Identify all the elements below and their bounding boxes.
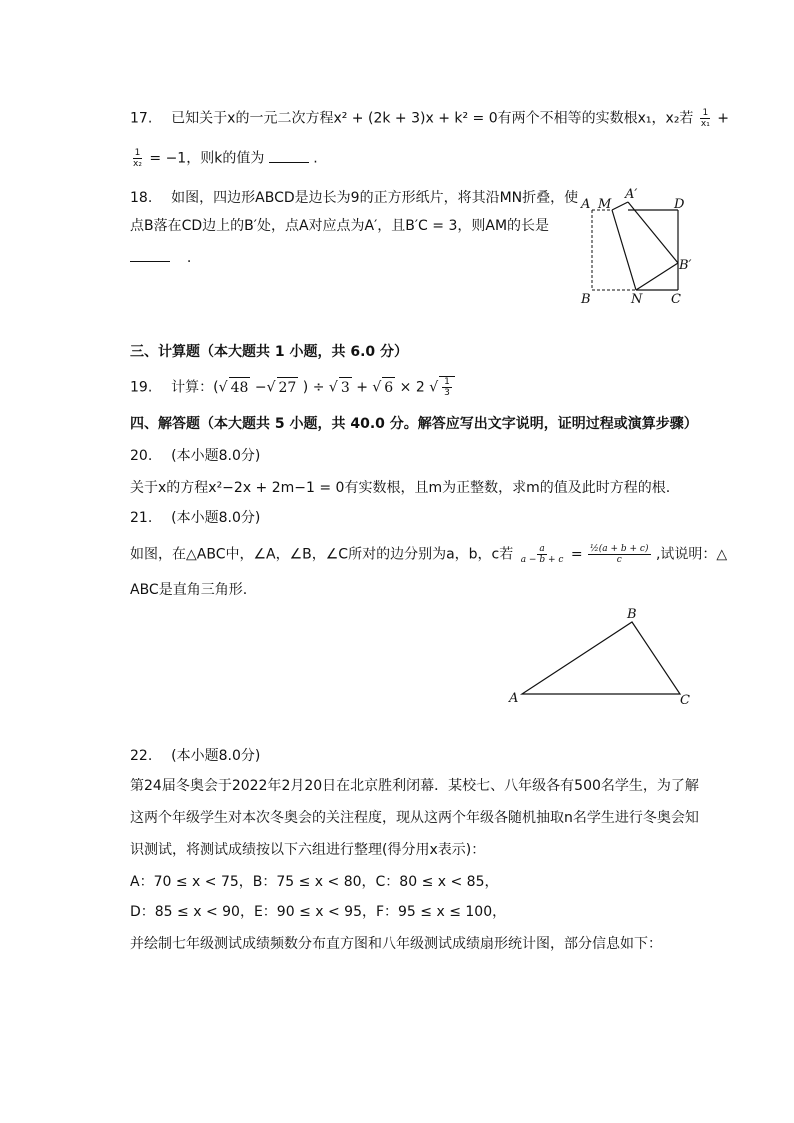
q19-root-27: 27 (277, 377, 299, 398)
q18-label-a: A (581, 197, 591, 212)
q22-score: (本小题8.0分) (171, 748, 261, 764)
q20-text: 关于x的方程x²−2x + 2m−1 = 0有实数根，且m为正整数，求m的值及此时方程的根. (130, 480, 671, 496)
q22-groups-line-1: A：70 ≤ x < 75，B：75 ≤ x < 80，C：80 ≤ x < 85， (130, 874, 499, 890)
q18-label-c: C (671, 292, 681, 307)
q19-root-48: 48 (229, 377, 251, 398)
q21-label-c: C (680, 693, 690, 708)
q18-text-1: 如图，四边形ABCD是边长为9的正方形纸片，将其沿MN折叠，使 (171, 190, 579, 206)
q17-fraction-2: $\frac{1}{\text{x₂}}$ (133, 148, 142, 169)
q21-triangle-abc (522, 622, 680, 694)
q22-text-3: 识测试，将测试成绩按以下六组进行整理(得分用x表示)： (130, 842, 486, 858)
q17-number: 17. (130, 110, 153, 127)
q17-line-2 (130, 148, 318, 169)
q21-fraction-right: $\frac{\text{½(a + b + c)}}{c}$ (590, 544, 649, 565)
q18-square-fold-figure (570, 180, 700, 310)
section4-heading: 四、解答题（本大题共 5 小题，共 40.0 分。解答应写出文字说明，证明过程或演算步骤） (130, 416, 698, 432)
q20-number: 20. (130, 448, 153, 464)
q21-score: (本小题8.0分) (171, 510, 261, 526)
q19-minus: − (254, 379, 267, 396)
q21-header (130, 508, 260, 528)
q17-text-1: 已知关于x的一元二次方程x² + (2k + 3)x + k² = 0有两个不相等的实数根x₁，x₂若 (171, 110, 694, 127)
q18-label-m: M (598, 197, 612, 212)
q18-text-2: 点B落在CD边上的B′处，点A对应点为A′，且B′C = 3，则AM的长是 (130, 218, 550, 234)
section3-heading: 三、计算题（本大题共 1 小题，共 6.0 分） (130, 344, 409, 360)
q18-label-a-prime: A′ (625, 187, 638, 202)
q21-text-1b: ,试说明：△ (655, 546, 728, 563)
q21-line-1 (130, 544, 727, 565)
q21-number: 21. (130, 510, 153, 526)
q18-line-2 (130, 216, 549, 236)
q22-number: 22. (130, 748, 153, 764)
q18-label-d: D (674, 197, 685, 212)
q17-line-1 (130, 108, 729, 129)
q22-groups-line-2: D：85 ≤ x < 90，E：90 ≤ x < 95，F：95 ≤ x ≤ 100， (130, 904, 507, 920)
q17-text-2: = −1，则k的值为 (149, 150, 265, 167)
q21-fraction-left: $\frac{a}{a - b + c}$ (520, 544, 564, 565)
q19-divide: ) ÷ (302, 379, 325, 396)
q21-label-a: A (509, 691, 519, 706)
q19-root-fraction: $\frac{1}{3}$ (439, 376, 455, 398)
q21-triangle-figure (500, 600, 700, 710)
q22-text-4: 并绘制七年级测试成绩频数分布直方图和八年级测试成绩扇形统计图，部分信息如下： (130, 936, 662, 952)
q22-text-1: 第24届冬奥会于2022年2月20日在北京胜利闭幕．某校七、八年级各有500名学生，为了解 (130, 778, 699, 794)
q18-edge-ma1 (612, 202, 628, 210)
q19-prefix: 计算：( (171, 379, 219, 396)
q18-label-b-prime: B′ (679, 258, 692, 273)
q22-header (130, 746, 260, 766)
q18-label-n: N (631, 292, 643, 307)
q18-label-b: B (581, 292, 591, 307)
q17-fraction-1: $\frac{1}{\text{x₁}}$ (700, 108, 710, 129)
q18-line-3 (130, 248, 191, 268)
q18-edge-nb1 (636, 263, 678, 290)
q21-line-2: ABC是直角三角形. (130, 582, 248, 598)
q18-fold-mn (612, 210, 636, 290)
q21-text-1a: 如图，在△ABC中，∠A，∠B，∠C所对的边分别为a，b，c若 (130, 546, 514, 563)
q20-header (130, 446, 260, 466)
q18-edge-a1b1 (628, 202, 678, 263)
q19-root-6: 6 (382, 377, 395, 398)
q22-text-2: 这两个年级学生对本次冬奥会的关注程度，现从这两个年级各随机抽取n名学生进行冬奥会知 (130, 810, 699, 826)
q19-times: × 2 (399, 379, 425, 396)
q17-end: . (313, 150, 318, 167)
q19-line: 19. 计算：(√ 48 −√ 27 ) ÷ √ 3 + √ 6 × 2 √ $\frac{1}{3}$ (130, 376, 455, 398)
q21-equals: = (570, 546, 583, 563)
q18-answer-blank (130, 249, 170, 262)
q19-number: 19. (130, 379, 153, 396)
q21-label-b: B (627, 607, 637, 622)
q20-score: (本小题8.0分) (171, 448, 261, 464)
q17-answer-blank (269, 150, 309, 163)
q17-plus: + (717, 110, 730, 127)
q19-plus: + (356, 379, 368, 396)
q18-end: . (186, 250, 192, 266)
q19-root-3: 3 (339, 377, 352, 398)
q18-number: 18. (130, 190, 153, 206)
q18-line-1 (130, 188, 578, 208)
